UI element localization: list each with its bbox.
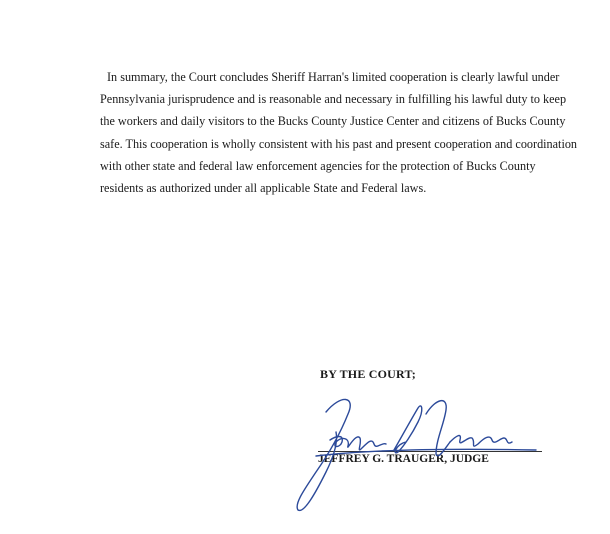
court-closing: BY THE COURT; [320,367,416,381]
judge-name: JEFFREY G. TRAUGER, JUDGE [318,453,489,465]
summary-paragraph: In summary, the Court concludes Sheriff Harran's limited cooperation is clearly lawful under Pennsylvania jurisprudence and is reasonable and necessary in fulfilling his lawful duty to keep the workers and daily visitors to the Bucks County Justice Center and citizens of Bucks County safe. This cooperation is wholly consistent with his past and present cooperation and coordination with other state and federal law enforcement agencies for the protection of Bucks County residents as authorized under all applicable State and Federal laws. [100,70,578,196]
signature-stroke-effrey [330,437,386,450]
signature-stroke-rauger [450,436,512,447]
signature-stroke-g [394,406,422,453]
signature-stroke-t [426,401,450,456]
handwritten-signature [286,392,546,512]
signature-underline [316,449,536,456]
